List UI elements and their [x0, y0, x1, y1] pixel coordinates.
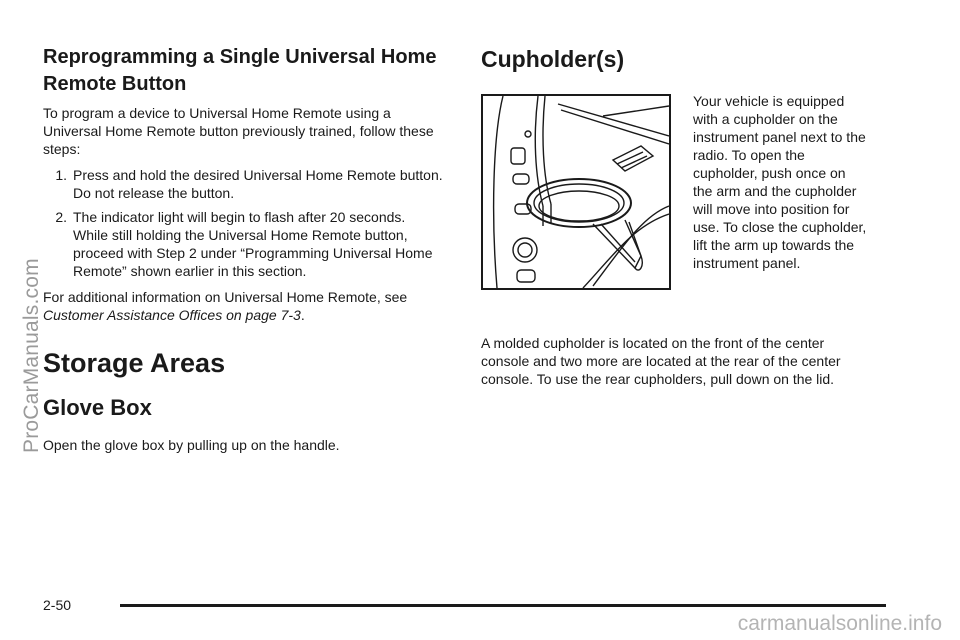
cupholder-heading: Cupholder(s) [481, 46, 625, 72]
cupholder-illustration [481, 94, 671, 290]
additional-info-prefix: For additional information on Universal Home Remote, see [43, 289, 408, 305]
step-number: 1. [55, 167, 67, 183]
step-item [43, 166, 443, 202]
step-text: The indicator light will begin to flash after 20 seconds. While still holding the Universal Home Remote button, proceed with Step 2 under “Programming Universal Home Remote” shown earlier in this section. [73, 209, 433, 279]
left-column [43, 44, 443, 462]
molded-cupholder-paragraph: A molded cupholder is located on the front of the center console and two more are located at the rear of the center console. To use the rear cupholders, pull down on the lid. [481, 335, 841, 387]
step-number: 2. [55, 209, 67, 225]
step-text: Press and hold the desired Universal Home Remote button. Do not release the button. [73, 167, 443, 201]
section-title-reprogramming: Reprogramming a Single Universal Home Remote Button [43, 46, 437, 95]
additional-info-suffix: . [300, 307, 305, 323]
footer-rule [120, 604, 886, 607]
intro-paragraph: To program a device to Universal Home Remote using a Universal Home Remote button previously trained, follow these steps: [43, 105, 434, 157]
additional-info-paragraph [43, 288, 443, 324]
storage-areas-heading: Storage Areas [43, 348, 226, 378]
glove-box-text: Open the glove box by pulling up on the handle. [43, 437, 340, 453]
right-column [481, 44, 881, 396]
steps-list [43, 166, 443, 280]
bottom-watermark: carmanualsonline.info [737, 612, 942, 635]
glove-box-heading: Glove Box [43, 395, 152, 420]
page-number: 2-50 [43, 597, 72, 613]
cupholder-row [481, 94, 881, 290]
cupholder-drawing-icon [483, 96, 669, 288]
vertical-watermark: ProCarManuals.com [20, 258, 43, 453]
step-item [43, 208, 443, 280]
cupholder-side-text: Your vehicle is equipped with a cupholder on the instrument panel next to the radio. To open the cupholder, push once on the arm and the cupholder will move into position for use. To close the cupholder, lift the arm up towards the instrument panel. [693, 93, 867, 271]
cross-reference-link[interactable]: Customer Assistance Offices on page 7-3 [43, 307, 301, 323]
